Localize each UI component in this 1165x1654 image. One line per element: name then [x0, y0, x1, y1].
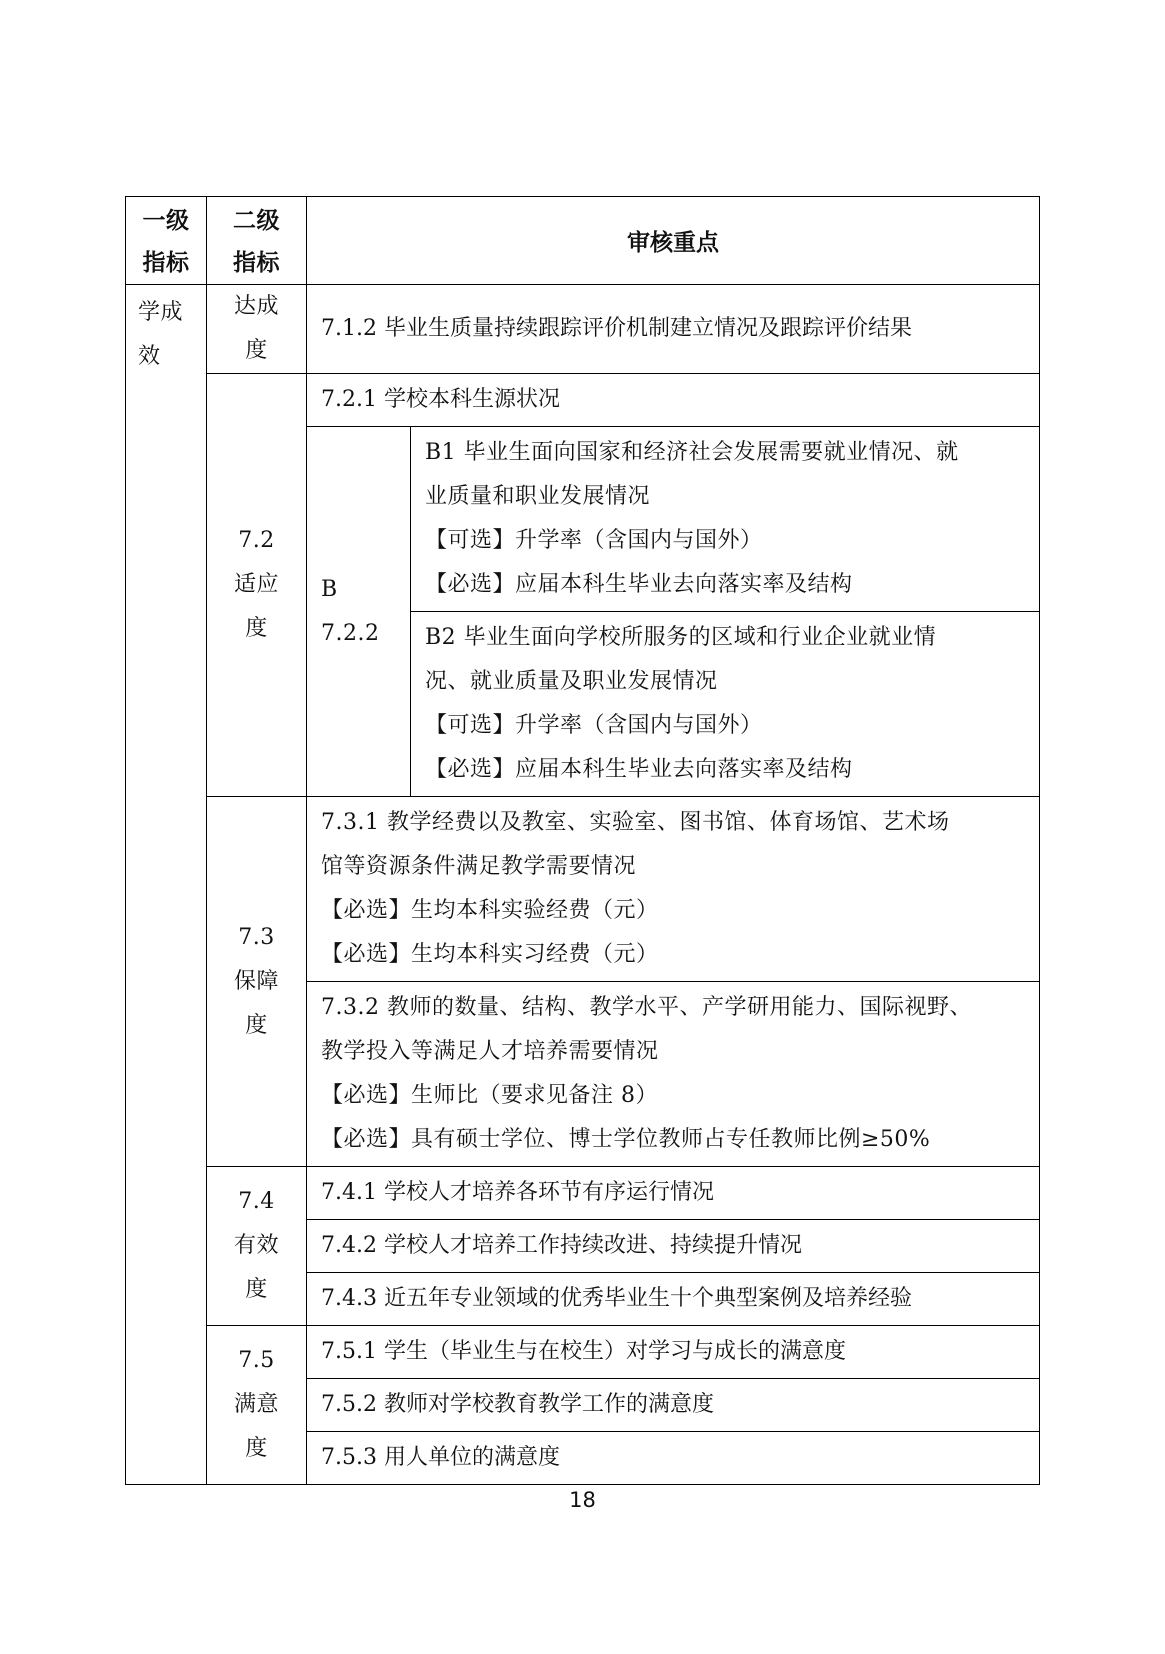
- row-7-2-1: [126, 374, 1040, 427]
- item-7-4-1: 7.4.1 学校人才培养各环节有序运行情况: [307, 1167, 1040, 1220]
- item-7-5-1: 7.5.1 学生（毕业生与在校生）对学习与成长的满意度: [307, 1326, 1040, 1379]
- header-focus: 审核重点: [307, 197, 1040, 285]
- header-row: [126, 197, 1040, 285]
- row-7-5-1: [126, 1326, 1040, 1379]
- sub-label-7-2-2: B 7.2.2: [307, 427, 411, 797]
- item-7-4-2: 7.4.2 学校人才培养工作持续改进、持续提升情况: [307, 1220, 1040, 1273]
- item-b1: B1 毕业生面向国家和经济社会发展需要就业情况、就 业质量和职业发展情况 【可选】升学率（含国内与国外） 【必选】应届本科生毕业去向落实率及结构: [411, 427, 1040, 612]
- header-level2: 二级 指标: [207, 197, 307, 285]
- row-7-4-1: [126, 1167, 1040, 1220]
- row-7-3-1: [126, 797, 1040, 982]
- level1-label: 学成 效: [126, 285, 207, 1485]
- header-level1: 一级 指标: [126, 197, 207, 285]
- item-7-1-2: 7.1.2 毕业生质量持续跟踪评价机制建立情况及跟踪评价结果: [307, 285, 1040, 374]
- item-7-3-2: 7.3.2 教师的数量、结构、教学水平、产学研用能力、国际视野、 教学投入等满足人才培养需要情况 【必选】生师比（要求见备注 8） 【必选】具有硕士学位、博士学位教师占专任教师比例≥50%: [307, 982, 1040, 1167]
- item-7-2-1: 7.2.1 学校本科生源状况: [307, 374, 1040, 427]
- item-7-5-2: 7.5.2 教师对学校教育教学工作的满意度: [307, 1379, 1040, 1432]
- row-7-1: [126, 285, 1040, 374]
- level2-label-7-5: 7.5 满意 度: [207, 1326, 307, 1485]
- item-b2: B2 毕业生面向学校所服务的区域和行业企业就业情 况、就业质量及职业发展情况 【可选】升学率（含国内与国外） 【必选】应届本科生毕业去向落实率及结构: [411, 612, 1040, 797]
- level2-label-7-2: 7.2 适应 度: [207, 374, 307, 797]
- level2-label-7-1: 达成 度: [207, 285, 307, 374]
- page-number: 18: [569, 1488, 596, 1512]
- level2-label-7-4: 7.4 有效 度: [207, 1167, 307, 1326]
- item-7-4-3: 7.4.3 近五年专业领域的优秀毕业生十个典型案例及培养经验: [307, 1273, 1040, 1326]
- item-7-5-3: 7.5.3 用人单位的满意度: [307, 1432, 1040, 1485]
- level2-label-7-3: 7.3 保障 度: [207, 797, 307, 1167]
- review-table: [125, 196, 1040, 1485]
- item-7-3-1: 7.3.1 教学经费以及教室、实验室、图书馆、体育场馆、艺术场 馆等资源条件满足教学需要情况 【必选】生均本科实验经费（元） 【必选】生均本科实习经费（元）: [307, 797, 1040, 982]
